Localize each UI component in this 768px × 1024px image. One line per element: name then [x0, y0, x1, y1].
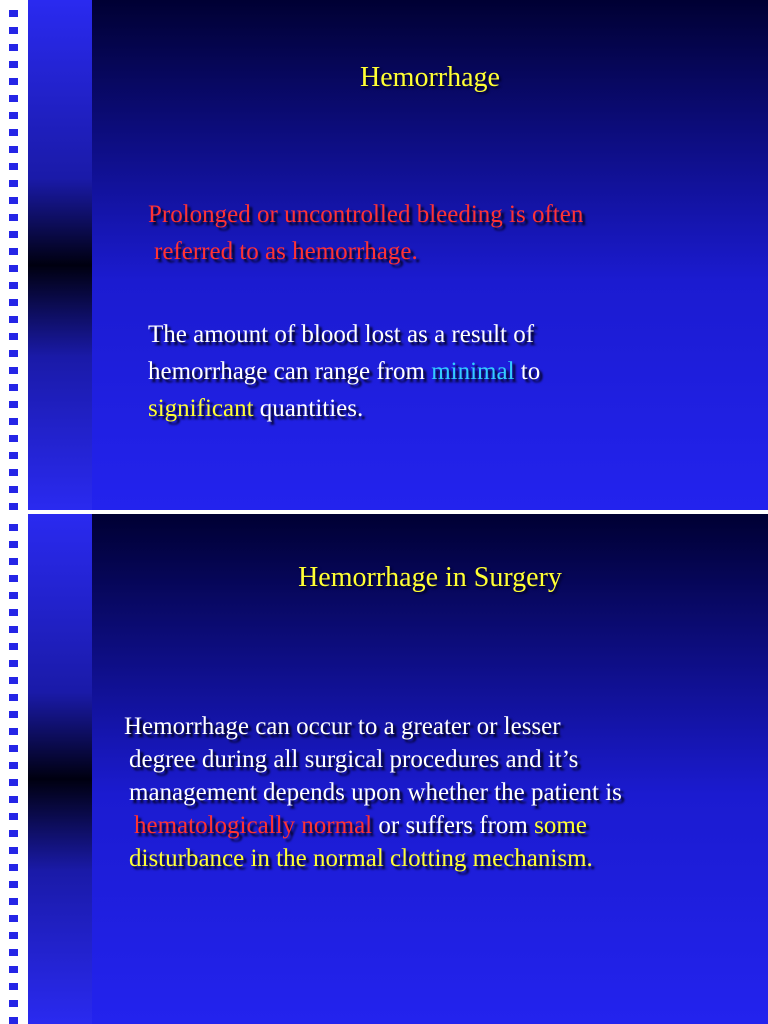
border-mark: [9, 350, 18, 357]
amount-line-2: [148, 353, 540, 390]
border-mark: [9, 418, 18, 425]
amount-paragraph: [148, 316, 540, 427]
surgery-line-4: [124, 809, 622, 842]
border-mark: [9, 316, 18, 323]
border-mark: [9, 282, 18, 289]
amount-line-2-text: hemorrhage can range from: [148, 358, 432, 385]
border-mark: [9, 1000, 18, 1007]
amount-line-2-end: to: [514, 358, 541, 385]
surgery-line-2: degree during all surgical procedures and it’s: [129, 746, 579, 773]
border-mark: [9, 626, 18, 633]
border-mark: [9, 129, 18, 136]
border-mark: [9, 435, 18, 442]
border-mark: [9, 367, 18, 374]
border-mark: [9, 95, 18, 102]
slide-title: Hemorrhage: [360, 62, 500, 93]
border-mark: [9, 163, 18, 170]
border-mark: [9, 265, 18, 272]
slide-1: [0, 0, 768, 510]
border-mark: [9, 643, 18, 650]
border-mark: [9, 949, 18, 956]
border-mark: [9, 745, 18, 752]
some-emphasis: some: [534, 812, 587, 839]
border-mark: [9, 881, 18, 888]
border-mark: [9, 830, 18, 837]
border-mark: [9, 592, 18, 599]
dotted-border: [0, 514, 28, 1024]
border-mark: [9, 299, 18, 306]
significant-emphasis: significant: [148, 395, 254, 422]
border-mark: [9, 609, 18, 616]
border-mark: [9, 524, 18, 531]
border-mark: [9, 575, 18, 582]
slide-title: Hemorrhage in Surgery: [298, 562, 562, 593]
border-mark: [9, 384, 18, 391]
border-mark: [9, 78, 18, 85]
border-mark: [9, 503, 18, 510]
border-mark: [9, 401, 18, 408]
border-mark: [9, 558, 18, 565]
border-mark: [9, 1017, 18, 1024]
border-mark: [9, 847, 18, 854]
border-mark: [9, 10, 18, 17]
surgery-line-1: Hemorrhage can occur to a greater or lesser: [124, 713, 561, 740]
border-mark: [9, 333, 18, 340]
amount-line-3-end: quantities.: [253, 395, 364, 422]
border-mark: [9, 214, 18, 221]
border-mark: [9, 44, 18, 51]
border-mark: [9, 469, 18, 476]
border-mark: [9, 898, 18, 905]
definition-line-1: Prolonged or uncontrolled bleeding is often: [148, 201, 584, 228]
surgery-paragraph: [124, 710, 622, 875]
hematologically-normal-emphasis: hematologically normal: [134, 812, 373, 839]
border-mark: [9, 779, 18, 786]
border-mark: [9, 541, 18, 548]
definition-line-2: referred to as hemorrhage.: [154, 238, 418, 265]
border-mark: [9, 486, 18, 493]
minimal-emphasis: minimal: [431, 358, 515, 385]
border-mark: [9, 248, 18, 255]
dotted-border: [0, 0, 28, 510]
border-mark: [9, 728, 18, 735]
border-mark: [9, 180, 18, 187]
border-mark: [9, 660, 18, 667]
border-mark: [9, 231, 18, 238]
border-mark: [9, 677, 18, 684]
border-mark: [9, 146, 18, 153]
border-mark: [9, 452, 18, 459]
border-mark: [9, 197, 18, 204]
amount-line-1: The amount of blood lost as a result of: [148, 321, 535, 348]
border-mark: [9, 966, 18, 973]
border-mark: [9, 694, 18, 701]
surgery-line-5: disturbance in the normal clotting mechanism.: [129, 845, 593, 872]
surgery-line-3: management depends upon whether the patient is: [129, 779, 622, 806]
border-mark: [9, 932, 18, 939]
border-mark: [9, 864, 18, 871]
border-mark: [9, 711, 18, 718]
slide-2: [0, 514, 768, 1024]
border-mark: [9, 112, 18, 119]
surgery-line-4-text: or suffers from: [372, 812, 535, 839]
border-mark: [9, 61, 18, 68]
border-mark: [9, 915, 18, 922]
amount-line-3: [148, 390, 540, 427]
border-mark: [9, 762, 18, 769]
border-mark: [9, 813, 18, 820]
border-mark: [9, 27, 18, 34]
border-mark: [9, 983, 18, 990]
border-mark: [9, 796, 18, 803]
definition-paragraph: [148, 196, 583, 270]
